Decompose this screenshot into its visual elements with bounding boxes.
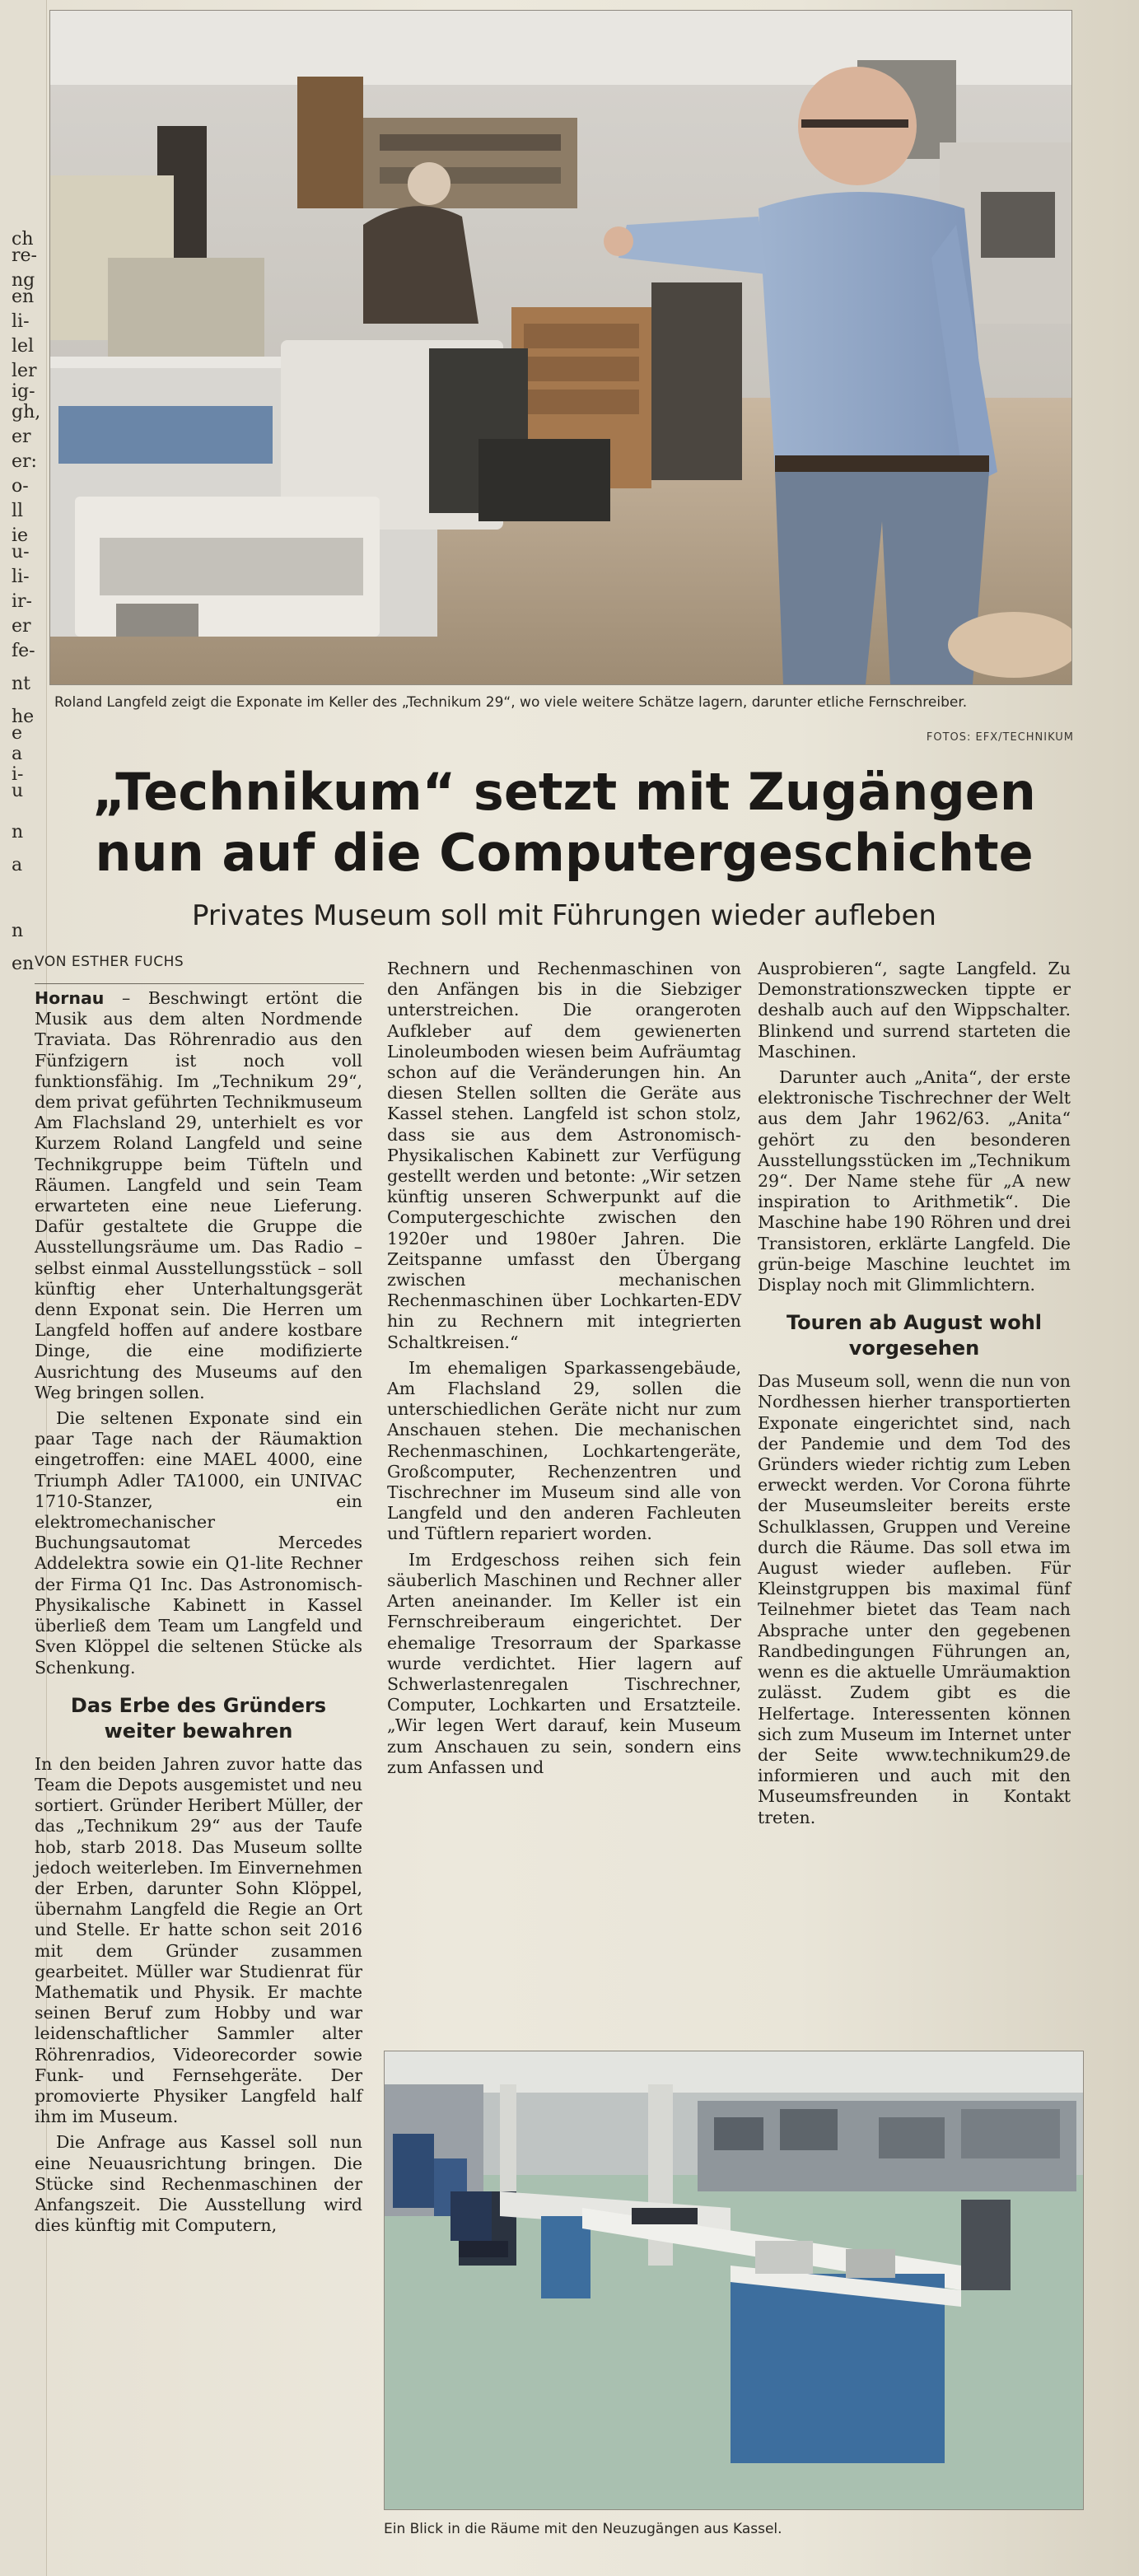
subheadline: Privates Museum soll mit Führungen wieder aufleben (192, 899, 936, 932)
dateline: Hornau (35, 988, 105, 1008)
adjacent-column-fragment: fe- (12, 641, 35, 661)
col2-paragraph-1: Rechnern und Rechenmaschinen von den Anfängen bis in die Siebziger unterstreichen. Die orangeroten Aufkleber auf dem gewienerten Linoleumboden wiesen beim Aufräumtag schon auf die Veränderungen hin. An diesen Stellen sollten die Geräte aus Kassel stehen. Langfeld ist schon stolz, dass sie aus dem Astronomisch-Physikalischen Kabinett zur Verfügung gestellt werden und betonte: „Wir setzen künftig unseren Schwerpunkt auf die Computergeschichte zwischen den 1920er und 1980er Jahren. Die Zeitspanne umfasst den Übergang zwischen mechanischen Rechenmaschinen über Lochkarten-EDV hin zu Rechnern mit integrierten Schaltkreisen.“ (387, 959, 741, 1352)
col3-paragraph-1: Ausprobieren“, sagte Langfeld. Zu Demonstrationszwecken tippte er deshalb auch auf den Wippschalter. Blinkend und surrend starteten die Maschinen. (758, 959, 1071, 1062)
col1-paragraph-2: Die seltenen Exponate sind ein paar Tage nach der Räumaktion eingetroffen: eine MAEL 4000, eine Triumph Adler TA1000, ein UNIVAC 1710-Stanzer, ein elektromechanischer Buchungsautomat Mercedes Addelektra sowie ein Q1-lite Rechner der Firma Q1 Inc. Das Astronomisch-Physikalische Kabinett in Kassel überließ dem Team um Langfeld und Sven Klöppel die seltenen Stücke als Schenkung. (35, 1408, 362, 1678)
col1-paragraph-4: Die Anfrage aus Kassel soll nun eine Neuausrichtung bringen. Die Stücke sind Rechenmaschinen der Anfangszeit. Die Ausstellung wird dies künftig mit Computern, (35, 2132, 362, 2236)
article-column-1 (35, 988, 362, 2568)
adjacent-column-fragment: n (12, 921, 24, 941)
col1-paragraph-3: In den beiden Jahren zuvor hatte das Team die Depots ausgemistet und neu sortiert. Gründer Heribert Müller, der das „Technikum 29“ aus der Taufe hob, starb 2018. Das Museum sollte jedoch weiterleben. Im Einvernehmen der Erben, darunter Sohn Klöppel, übernahm Langfeld die Regie an Ort und Stelle. Er hatte schon seit 2016 mit dem Gründer zusammen gearbeitet. Müller war Studienrat für Mathematik und Physik. Er machte seinen Beruf zum Hobby und war leidenschaftlicher Sammler alter Röhrenradios, Videorecorder sowie Funk- und Fernsehgeräte. Der promovierte Physiker Langfeld half ihm im Museum. (35, 1753, 362, 2127)
col3-paragraph-2: Darunter auch „Anita“, der erste elektronische Tischrechner der Welt aus dem Jahr 1962/63. „Anita“ gehört zu den besonderen Ausstellungsstücken im „Technikum 29“. Der Name stehe für „A new inspiration to Arithmetik“. Die Maschine habe 190 Röhren und drei Transistoren, erklärte Langfeld. Die grün-beige Maschine leuchtet im Display noch mit Glimmlichtern. (758, 1067, 1071, 1295)
adjacent-column-fragment: en (12, 287, 35, 307)
adjacent-column-fragment: ig- (12, 381, 35, 402)
exhibition-hall-photo-image (385, 2051, 1083, 2509)
headline-line-2: nun auf die Computergeschichte (95, 823, 1034, 883)
adjacent-column-fragment: ler (12, 361, 37, 381)
adjacent-column-fragment: ll (12, 501, 24, 521)
adjacent-column-fragment: nt (12, 674, 31, 694)
adjacent-column-fragment: ir- (12, 591, 32, 612)
adjacent-column-fragment: u- (12, 542, 30, 562)
col1-paragraph-1-text: – Beschwingt ertönt die Musik aus dem alten Nordmende Traviata. Das Röhrenradio aus den Fünfzigern ist noch voll funktionsfähig. Im „Technikum 29“, dem privat geführten Technikmuseum Am Flachsland 29, unterhielt es vor Kurzem Roland Langfeld und seine Technikgruppe beim Tüfteln und Räumen. Langfeld und sein Team erwarteten eine neue Lieferung. Dafür gestaltete die Gruppe die Ausstellungsräume um. Das Radio – selbst einmal Ausstellungsstück – soll künftig eher Unterhaltungsgerät denn Exponat sein. Die Herren um Langfeld hoffen auf andere kostbare Dinge, die eine modifizierte Ausrichtung des Museums auf den Weg bringen sollen. (35, 988, 362, 1402)
photo-basement-exhibits (49, 10, 1072, 685)
col1-paragraph-1 (35, 988, 362, 1403)
adjacent-column-fragment: n (12, 822, 24, 842)
adjacent-column-fragment: ch (12, 229, 34, 250)
article-column-3 (758, 959, 1071, 2037)
adjacent-column-fragment: ng (12, 270, 35, 291)
adjacent-column-fragment: re- (12, 245, 37, 266)
basement-photo-image (50, 11, 1071, 684)
adjacent-column-fragment: er (12, 616, 31, 637)
byline-rule (35, 983, 364, 984)
adjacent-column-fragment: o- (12, 476, 29, 497)
headline-line-1: „Technikum“ setzt mit Zugängen (92, 762, 1036, 822)
adjacent-column-fragment: lel (12, 336, 35, 357)
col2-paragraph-3: Im Erdgeschoss reihen sich fein säuberlich Maschinen und Rechner aller Arten aneinander. Im Keller ist ein Fernschreiberaum eingerichtet. Der ehemalige Tresorraum der Sparkasse wurde verdichtet. Hier lagern auf Schwerlastenregalen Tischrechner, Computer, Lochkarten und Ersatzteile. „Wir legen Wert darauf, kein Museum zum Anschauen zu sein, sondern eins zum Anfassen und (387, 1549, 741, 1777)
adjacent-column-fragment: li- (12, 311, 30, 332)
photo-exhibition-hall (384, 2051, 1084, 2510)
adjacent-column-fragment: li- (12, 567, 30, 587)
byline: VON ESTHER FUCHS (35, 954, 184, 970)
col3-subheading: Touren ab August wohl vorgesehen (786, 1311, 1043, 1360)
adjacent-column-fragment: er (12, 427, 31, 447)
adjacent-column-fragment: en (12, 954, 35, 974)
photo1-caption: Roland Langfeld zeigt die Exponate im Keller des „Technikum 29“, wo viele weitere Schätze lagern, darunter etliche Fernschreiber. (54, 694, 968, 711)
adjacent-column-fragment: ie (12, 525, 29, 546)
adjacent-column-fragment: he (12, 707, 35, 727)
adjacent-column-fragment: er: (12, 451, 37, 472)
photo1-credit: FOTOS: EFX/TECHNIKUM (926, 731, 1074, 744)
adjacent-column-fragment: i- (12, 764, 24, 785)
col3-paragraph-3: Das Museum soll, wenn die nun von Nordhessen hierher transportierten Exponate eingerichtet sind, nach der Pandemie und dem Tod des Gründers wieder richtig zum Leben erweckt werden. Vor Corona führte der Museumsleiter bereits erste Schulklassen, Gruppen und Vereine durch die Räume. Das soll etwa im August wieder aufleben. Für Kleinstgruppen bis maximal fünf Teilnehmer bietet das Team nach Absprache unter den gegebenen Randbedingungen Führungen an, wenn es die aktuelle Umräumaktion zulässt. Zudem gibt es die Helfertage. Interessenten können sich zum Museum im Internet unter der Seite www.technikum29.de informieren und auch mit den Museumsfreunden in Kontakt treten. (758, 1371, 1071, 1827)
col1-subheading: Das Erbe des Gründers weiter bewahren (70, 1693, 327, 1743)
adjacent-column-fragment: a (12, 855, 23, 875)
adjacent-column-fragment: a (12, 744, 23, 764)
col2-paragraph-2: Im ehemaligen Sparkassengebäude, Am Flachsland 29, sollen die unterschiedlichen Geräte nicht nur zum Anschauen stehen. Die mechanischen Rechenmaschinen, Lochkartengeräte, Großcomputer, Rechenzentren und Tischrechner im Museum sind alle von Langfeld und den anderen Fachleuten und Tüftlern repariert worden. (387, 1357, 741, 1544)
photo2-caption: Ein Blick in die Räume mit den Neuzugängen aus Kassel. (384, 2521, 782, 2537)
headline (49, 762, 1079, 884)
adjacent-column-fragment: e (12, 723, 23, 744)
adjacent-column-fragment: gh, (12, 402, 41, 422)
adjacent-column-fragment: u (12, 781, 24, 801)
article-column-2 (387, 959, 741, 2037)
